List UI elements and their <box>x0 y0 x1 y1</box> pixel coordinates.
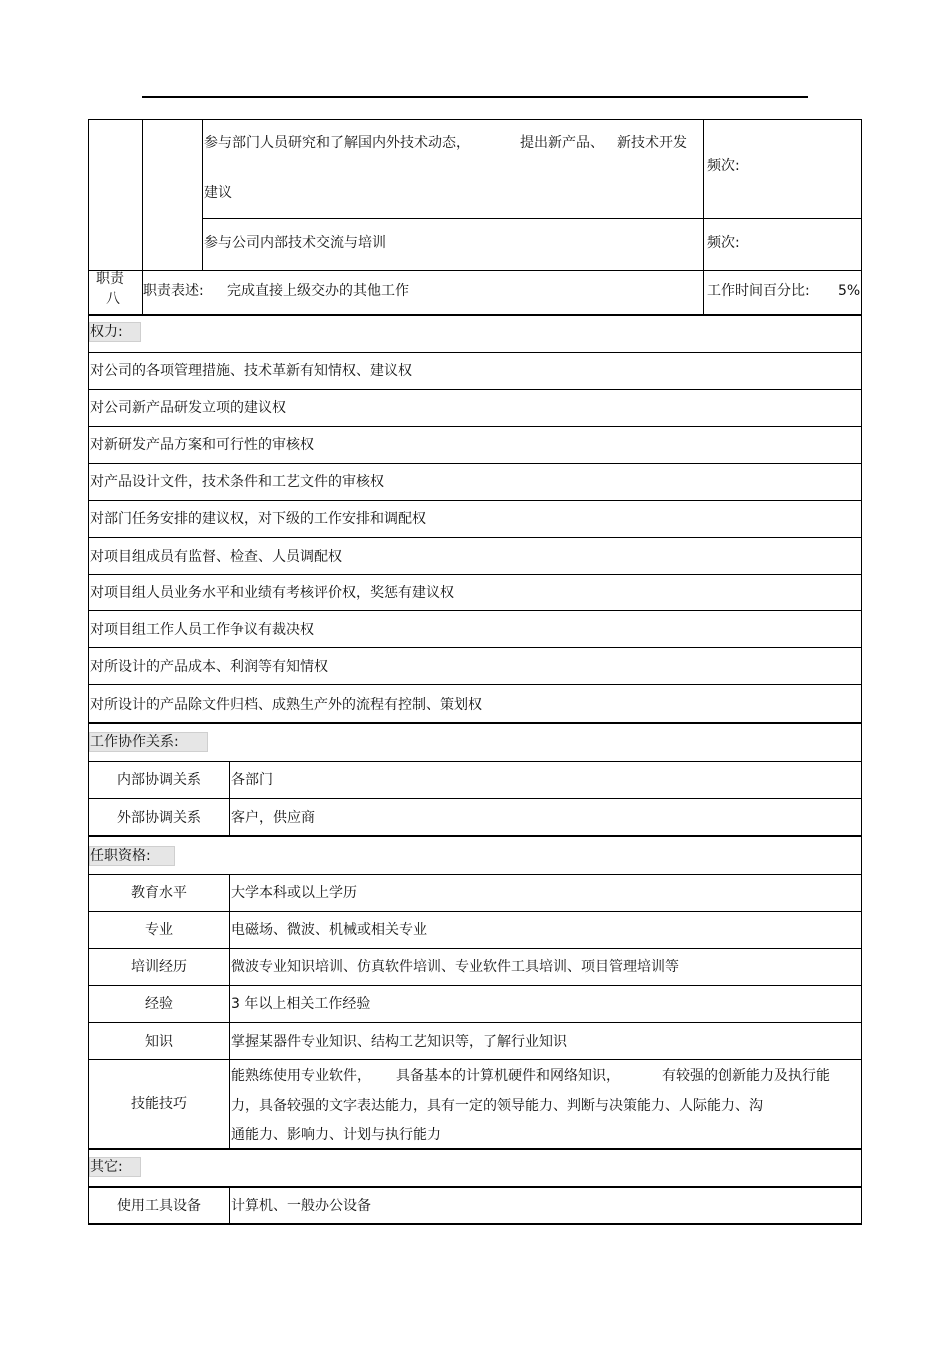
qualification-label: 知识 <box>145 1034 173 1050</box>
skills-label: 技能技巧 <box>131 1096 187 1112</box>
section-rule <box>88 1186 862 1188</box>
row-divider <box>88 874 862 875</box>
other-title: 其它: <box>90 1159 123 1175</box>
cooperation-label: 外部协调关系 <box>117 810 201 826</box>
row-divider <box>88 1022 862 1023</box>
duty-row1-text-a: 参与部门人员研究和了解国内外技术动态， <box>204 135 470 151</box>
row-divider <box>88 948 862 949</box>
row-divider <box>88 798 862 799</box>
section-rule <box>88 722 862 724</box>
skills-line1-b: 具备基本的计算机硬件和网络知识， <box>396 1068 620 1084</box>
duty8-time-label: 工作时间百分比: <box>707 283 810 299</box>
qualification-value: 3 年以上相关工作经验 <box>231 996 371 1012</box>
table-border-left <box>88 315 89 1225</box>
column-divider <box>202 119 203 270</box>
row-divider <box>88 610 862 611</box>
qualification-value: 微波专业知识培训、仿真软件培训、专业软件工具培训、项目管理培训等 <box>231 959 679 975</box>
row-divider <box>88 463 862 464</box>
duty8-time-value: 5% <box>838 283 861 299</box>
qualification-value: 掌握某器件专业知识、结构工艺知识等，了解行业知识 <box>231 1034 567 1050</box>
power-item: 对公司新产品研发立项的建议权 <box>90 400 286 416</box>
row-divider <box>88 352 862 353</box>
power-item: 对公司的各项管理措施、技术革新有知情权、建议权 <box>90 363 412 379</box>
powers-title: 权力: <box>90 324 123 340</box>
cooperation-label: 内部协调关系 <box>117 772 201 788</box>
power-item: 对部门任务安排的建议权，对下级的工作安排和调配权 <box>90 511 426 527</box>
power-item: 对所设计的产品除文件归档、成熟生产外的流程有控制、策划权 <box>90 697 482 713</box>
row-divider <box>88 574 862 575</box>
duty8-desc-label: 职责表述: <box>143 283 204 299</box>
row-divider <box>88 270 862 271</box>
row-divider <box>88 119 862 120</box>
table-border-right <box>861 315 862 1225</box>
duty8-label-line2: 八 <box>106 291 120 307</box>
qualification-label: 教育水平 <box>131 885 187 901</box>
row-divider <box>88 1059 862 1060</box>
other-value: 计算机、一般办公设备 <box>231 1198 371 1214</box>
qualification-value: 大学本科或以上学历 <box>231 885 357 901</box>
skills-line1-a: 能熟练使用专业软件， <box>231 1068 371 1084</box>
row-divider <box>88 985 862 986</box>
row-divider <box>88 684 862 685</box>
duty-row2-frequency: 频次: <box>707 235 740 251</box>
table-border-left <box>88 119 89 315</box>
section-rule <box>88 1148 862 1150</box>
duty-row2-text: 参与公司内部技术交流与培训 <box>204 235 386 251</box>
power-item: 对产品设计文件，技术条件和工艺文件的审核权 <box>90 474 384 490</box>
row-divider <box>88 500 862 501</box>
skills-line1-c: 有较强的创新能力及执行能 <box>662 1068 830 1084</box>
qualification-value: 电磁场、微波、机械或相关专业 <box>231 922 427 938</box>
row-divider <box>88 911 862 912</box>
duty-row1-text-line2: 建议 <box>204 185 232 201</box>
power-item: 对所设计的产品成本、利润等有知情权 <box>90 659 328 675</box>
column-divider <box>229 1187 230 1224</box>
duty8-label-line1: 职责 <box>96 271 124 287</box>
row-divider <box>88 426 862 427</box>
table-bottom-rule <box>88 1223 862 1225</box>
column-divider <box>703 119 704 315</box>
column-divider <box>229 874 230 1149</box>
row-divider <box>88 389 862 390</box>
power-item: 对项目组人员业务水平和业绩有考核评价权，奖惩有建议权 <box>90 585 454 601</box>
header-rule <box>142 96 808 98</box>
qualification-title: 任职资格: <box>90 848 151 864</box>
cooperation-value: 客户，供应商 <box>231 810 315 826</box>
qualification-label: 培训经历 <box>131 959 187 975</box>
row-divider <box>88 761 862 762</box>
section-rule <box>88 835 862 837</box>
row-divider <box>202 218 862 219</box>
other-label: 使用工具设备 <box>117 1198 201 1214</box>
skills-line2: 力，具备较强的文字表达能力，具有一定的领导能力、判断与决策能力、人际能力、沟 <box>231 1098 763 1114</box>
cooperation-title: 工作协作关系: <box>90 734 179 750</box>
section-rule <box>88 314 862 316</box>
row-divider <box>88 647 862 648</box>
cooperation-value: 各部门 <box>231 772 273 788</box>
row-divider <box>88 537 862 538</box>
qualification-label: 专业 <box>145 922 173 938</box>
power-item: 对项目组工作人员工作争议有裁决权 <box>90 622 314 638</box>
qualification-label: 经验 <box>145 996 173 1012</box>
power-item: 对项目组成员有监督、检查、人员调配权 <box>90 549 342 565</box>
skills-line3: 通能力、影响力、计划与执行能力 <box>231 1127 441 1143</box>
duty-row1-text-b: 提出新产品、 <box>520 135 604 151</box>
duty-row1-text-c: 新技术开发 <box>617 135 687 151</box>
duty8-desc: 完成直接上级交办的其他工作 <box>227 283 409 299</box>
table-border-right <box>861 119 862 315</box>
duty-row1-frequency: 频次: <box>707 158 740 174</box>
power-item: 对新研发产品方案和可行性的审核权 <box>90 437 314 453</box>
